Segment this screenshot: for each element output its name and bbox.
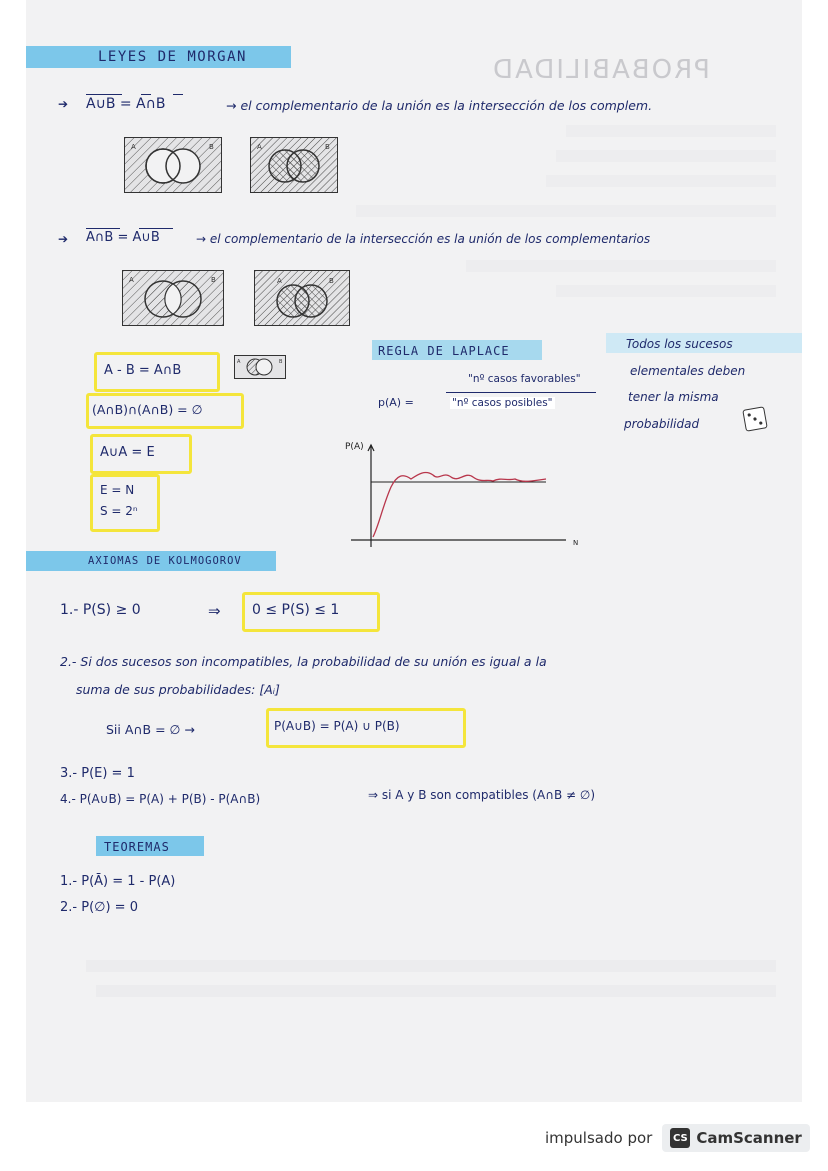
- overline-4: [86, 228, 120, 229]
- overline-1: [86, 94, 122, 95]
- laplace-lhs: p(A) =: [378, 396, 414, 409]
- theorem-2: 2.- P(∅) = 0: [60, 900, 138, 915]
- chart-y-label: P(A): [345, 442, 364, 452]
- venn-diagram-complement-union: [124, 137, 222, 193]
- svg-text:A: A: [277, 277, 282, 285]
- teoremas-title: TEOREMAS: [104, 840, 170, 854]
- watermark-text: impulsado por: [545, 1129, 653, 1147]
- bleed-through-title: PROBABILIDAD: [491, 55, 710, 85]
- overline-3: [173, 94, 183, 95]
- morgan-law-1: A∪B = A∩B: [86, 96, 166, 112]
- laplace-numerator: "nº casos favorables": [468, 373, 581, 385]
- laplace-fraction-line: [446, 392, 596, 393]
- svg-text:B: B: [279, 359, 283, 365]
- morgan-law-2: A∩B = A∪B: [86, 230, 160, 245]
- venn-intersection-complements-drawing: [251, 138, 337, 192]
- axiom-4-note: ⇒ si A y B son compatibles (A∩B ≠ ∅): [368, 788, 596, 802]
- axiom-3: 3.- P(E) = 1: [60, 766, 135, 781]
- dice-dots: [743, 407, 766, 430]
- dice-icon: [742, 406, 767, 431]
- overline-5: [139, 228, 173, 229]
- axiom-2-condition: Sii A∩B = ∅ →: [106, 722, 195, 737]
- svg-text:B: B: [209, 143, 214, 151]
- morgan-title: LEYES DE MORGAN: [98, 49, 247, 65]
- laplace-title: REGLA DE LAPLACE: [378, 344, 510, 358]
- venn-complement-intersection-drawing: [123, 271, 223, 325]
- venn-diagram-complement-intersection: [122, 270, 224, 326]
- laplace-note-line-3: tener la misma: [628, 390, 719, 404]
- svg-text:A: A: [129, 276, 134, 284]
- theorem-1: 1.- P(Ā) = 1 - P(A): [60, 874, 176, 889]
- axiom-2-line-2: suma de sus probabilidades: [Aᵢ]: [76, 682, 280, 697]
- kolmogorov-title: AXIOMAS DE KOLMOGOROV: [88, 555, 242, 567]
- morgan-law-1-description: → el complementario de la unión es la intersección de los complem.: [226, 98, 653, 113]
- svg-text:B: B: [329, 277, 334, 285]
- axiom-2-result: P(A∪B) = P(A) ∪ P(B): [274, 719, 400, 733]
- axiom-1-range: 0 ≤ P(S) ≤ 1: [252, 602, 340, 618]
- overline-2: [141, 94, 151, 95]
- morgan-law-2-description: → el complementario de la intersección es la unión de los complementarios: [196, 232, 651, 246]
- svg-text:B: B: [325, 143, 330, 151]
- laplace-convergence-chart: [341, 435, 581, 550]
- bullet-arrow: ➔: [58, 232, 69, 246]
- empty-intersection-formula: (A∩B)∩(A∩B) = ∅: [92, 402, 203, 417]
- laplace-note-line-4: probabilidad: [624, 417, 700, 431]
- venn-mini-difference-drawing: [235, 356, 285, 378]
- laplace-denominator: "nº casos posibles": [452, 397, 553, 409]
- laplace-note-line-1: Todos los sucesos: [626, 337, 733, 351]
- notebook-page: [26, 0, 802, 1102]
- svg-text:A: A: [257, 143, 262, 151]
- axiom-1: 1.- P(S) ≥ 0: [60, 602, 141, 618]
- camscanner-brand: [662, 1124, 810, 1152]
- venn-complement-union-drawing: [125, 138, 221, 192]
- sample-space-s: S = 2ⁿ: [100, 504, 138, 518]
- svg-text:A: A: [237, 359, 241, 365]
- venn-diagram-intersection-complements: [250, 137, 338, 193]
- chart-x-label: N: [573, 539, 579, 547]
- venn-union-complements-drawing: [255, 271, 349, 325]
- union-complement-formula: A∪A = E: [100, 445, 155, 460]
- difference-formula: A - B = A∩B: [104, 363, 182, 378]
- camscanner-brand-name: CamScanner: [696, 1129, 802, 1147]
- laplace-note-line-2: elementales deben: [630, 364, 746, 378]
- axiom-2-line-1: 2.- Si dos sucesos son incompatibles, la probabilidad de su unión es igual a la: [60, 654, 547, 669]
- camscanner-logo-icon: CS: [670, 1128, 690, 1148]
- scanner-watermark: [545, 1120, 810, 1156]
- venn-diagram-union-complements: [254, 270, 350, 326]
- bullet-arrow: ➔: [58, 97, 69, 111]
- axiom-4: 4.- P(A∪B) = P(A) + P(B) - P(A∩B): [60, 792, 261, 806]
- axiom-1-arrow: ⇒: [208, 602, 221, 620]
- svg-text:B: B: [211, 276, 216, 284]
- venn-mini-difference: [234, 355, 286, 379]
- sample-space-e: E = N: [100, 483, 135, 497]
- svg-text:A: A: [131, 143, 136, 151]
